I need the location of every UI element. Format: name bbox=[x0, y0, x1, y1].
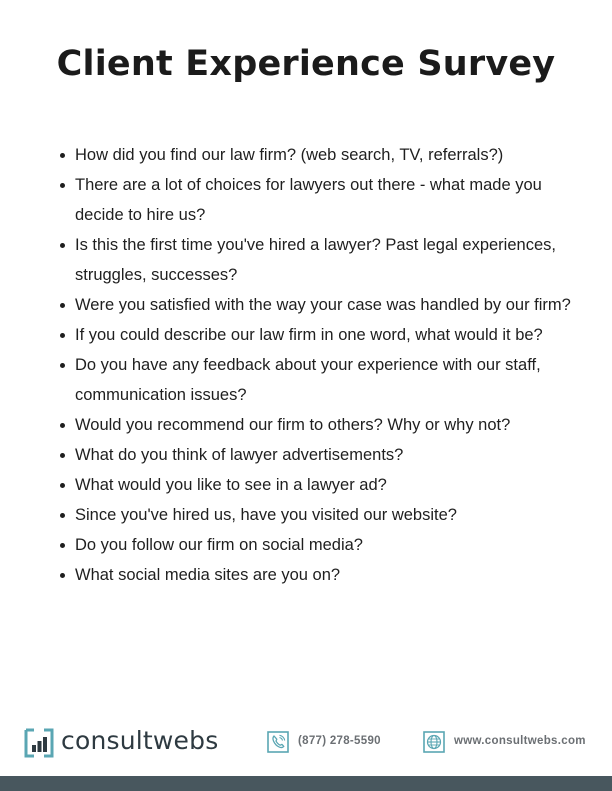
question-list bbox=[57, 140, 595, 590]
footer bbox=[0, 724, 612, 764]
page-title: Client Experience Survey bbox=[56, 44, 556, 84]
question-item: Were you satisfied with the way your case was handled by our firm? bbox=[75, 290, 595, 320]
website-url: www.consultwebs.com bbox=[454, 735, 586, 747]
question-item: There are a lot of choices for lawyers out there - what made you decide to hire us? bbox=[75, 170, 595, 230]
question-item: Since you've hired us, have you visited our website? bbox=[75, 500, 595, 530]
bar-chart-logo-icon bbox=[24, 728, 54, 758]
question-item: How did you find our law firm? (web search, TV, referrals?) bbox=[75, 140, 595, 170]
phone-icon bbox=[267, 731, 289, 753]
question-item: Would you recommend our firm to others? Why or why not? bbox=[75, 410, 595, 440]
logo-text: consultwebs bbox=[61, 726, 219, 755]
question-item: What would you like to see in a lawyer ad? bbox=[75, 470, 595, 500]
bottom-bar bbox=[0, 776, 612, 791]
question-item: Is this the first time you've hired a lawyer? Past legal experiences, struggles, successes? bbox=[75, 230, 595, 290]
question-item: Do you follow our firm on social media? bbox=[75, 530, 595, 560]
globe-icon bbox=[423, 731, 445, 753]
question-item: What do you think of lawyer advertisements? bbox=[75, 440, 595, 470]
question-item: Do you have any feedback about your experience with our staff, communication issues? bbox=[75, 350, 595, 410]
question-item: What social media sites are you on? bbox=[75, 560, 595, 590]
phone-number: (877) 278-5590 bbox=[298, 735, 381, 747]
question-item: If you could describe our law firm in one word, what would it be? bbox=[75, 320, 595, 350]
